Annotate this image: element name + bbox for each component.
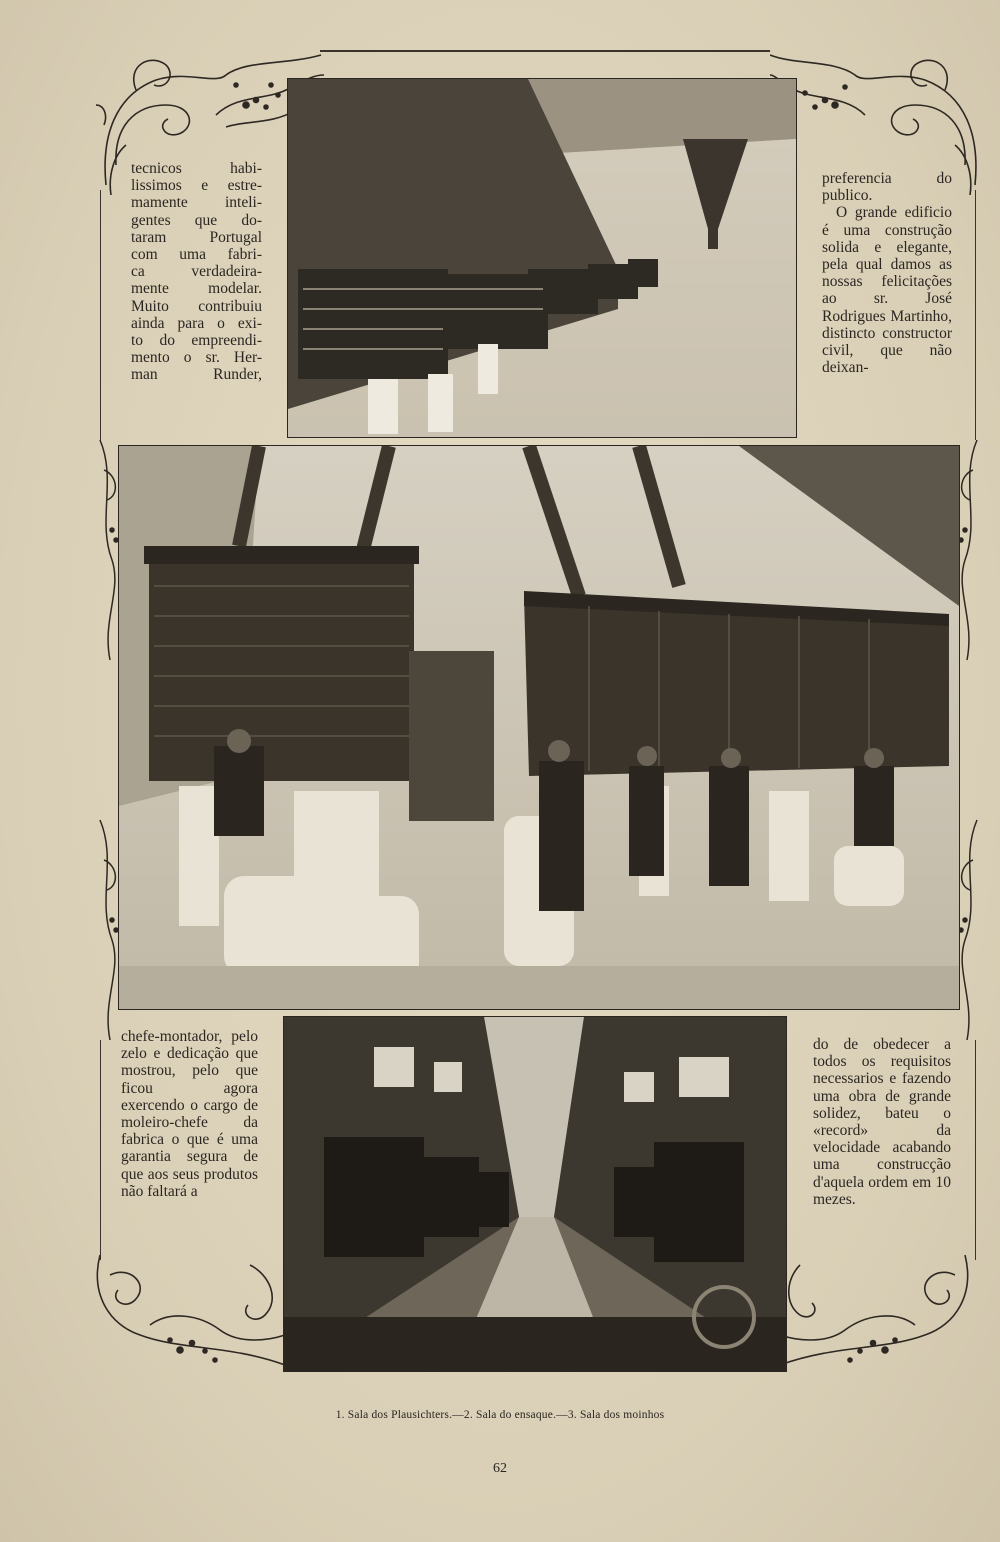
text-line: mente modelar. [131,280,262,298]
text-line: mamente inteli- [131,194,262,212]
text-line: lissimos e estre- [131,177,262,195]
photo-sala-plausichters [287,78,797,438]
photo-sala-moinhos [283,1016,787,1372]
text-line: Muito contribuiu [131,297,262,315]
text-line: ca verdadeira- [131,263,262,281]
page-number: 62 [493,1461,507,1476]
ornament-bottom-left [80,1255,290,1385]
text-line: com uma fabri- [131,246,262,264]
text-line: man Runder, [131,366,262,384]
frame-top-rule [320,50,770,52]
frame-right-rule-lower [975,1040,976,1260]
frame-left-rule-lower [100,1040,101,1260]
ornament-bottom-right [780,1255,985,1385]
text-line: tecnicos habi- [131,160,262,177]
text-column-bottom-right [813,1036,951,1208]
text-line: ainda para o exi- [131,314,262,332]
text-column-top-right [822,170,952,376]
photo-caption: 1. Sala dos Plausichters.—2. Sala do ensaque.—3. Sala dos moinhos [335,1409,665,1421]
frame-left-rule [100,190,101,440]
text-column-bottom-left [121,1028,258,1200]
text-line: to do empreendi- [131,332,262,350]
text-paragraph: chefe-montador, pelo zelo e dedicação que mostrou, pelo que ficou agora exercendo o cargo de moleiro-chefe da fabrica o que é uma garantia segura de que aos seus produtos não faltará a [121,1028,258,1200]
text-paragraph: preferencia do publico. [822,170,952,205]
text-paragraph: do de obedecer a todos os requisitos necessarios e fazendo uma obra de grande solidez, bateu o «record» da velocidade acabando uma construcção d'aquela ordem em 10 mezes. [813,1036,951,1208]
photo-sala-ensaque [118,445,960,1010]
text-line: gentes que do- [131,211,262,229]
text-line: taram Portugal [131,228,262,246]
text-line: mento o sr. Her- [131,349,262,367]
frame-right-rule [975,190,976,440]
text-paragraph: O grande edificio é uma construção solida e elegante, pela qual damos as nossas felicitações ao sr. José Rodrigues Martinho, distincto constructor civil, que não deixan- [822,204,952,377]
text-column-top-left [131,160,262,384]
